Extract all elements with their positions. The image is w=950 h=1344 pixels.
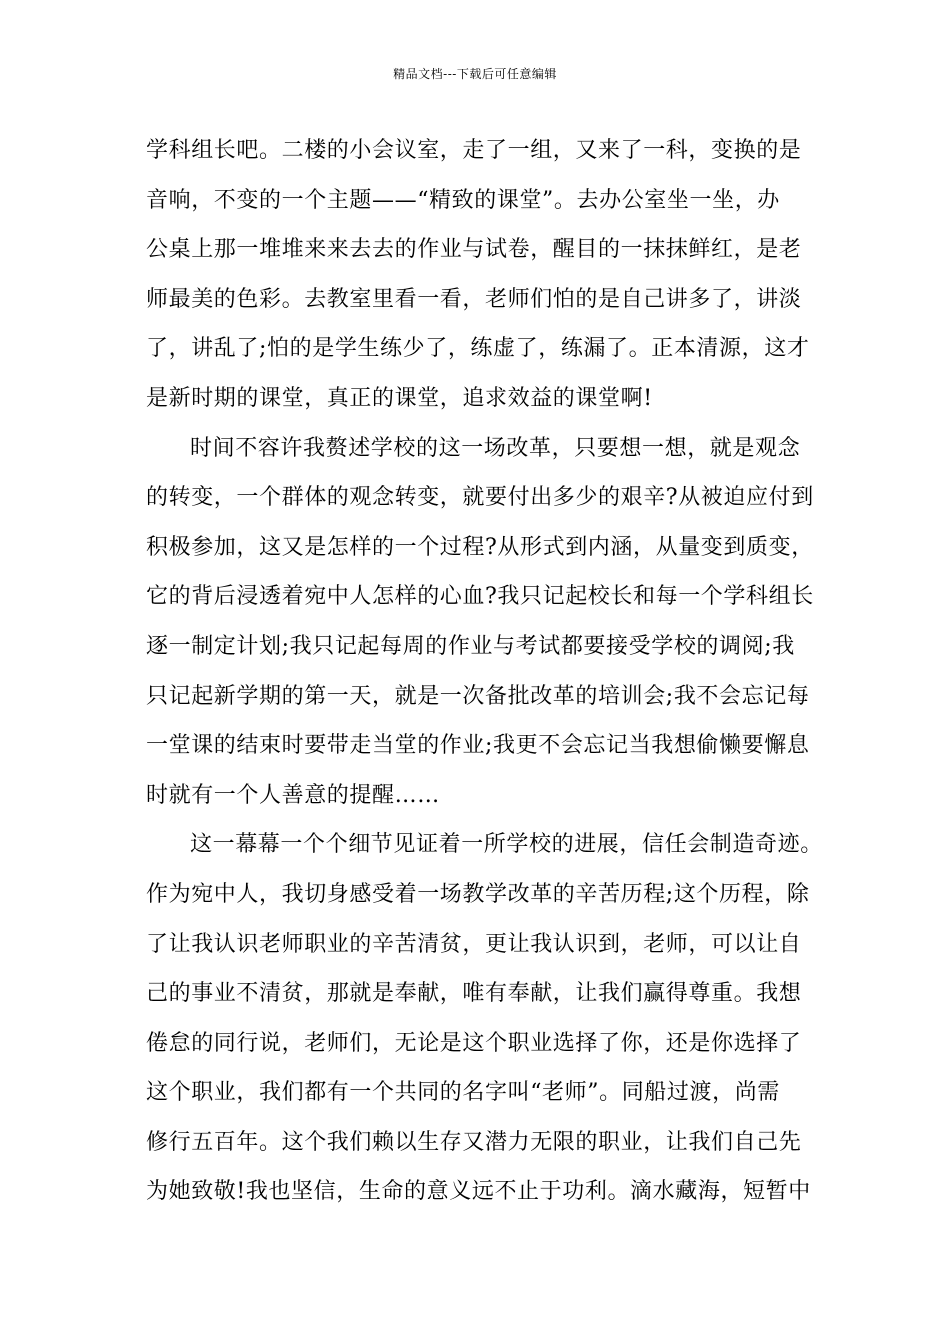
text-line: 了让我认识老师职业的辛苦清贫，更让我认识到，老师，可以让自	[146, 931, 802, 957]
text-line: 一堂课的结束时要带走当堂的作业;我更不会忘记当我想偷懒要懈息	[146, 733, 810, 759]
text-line: 的转变，一个群体的观念转变，就要付出多少的艰辛?从被迫应付到	[146, 485, 814, 511]
text-line: 积极参加，这又是怎样的一个过程?从形式到内涵，从量变到质变，	[146, 534, 814, 560]
text-line: 己的事业不清贫，那就是奉献，唯有奉献，让我们赢得尊重。我想	[146, 981, 802, 1007]
text-line: 这一幕幕一个个细节见证着一所学校的进展，信任会制造奇迹。	[190, 832, 823, 858]
text-line: 倦怠的同行说，老师们，无论是这个职业选择了你，还是你选择了	[146, 1030, 802, 1056]
text-line: 修行五百年。这个我们赖以生存又潜力无限的职业，让我们自己先	[146, 1129, 802, 1155]
text-line: 时就有一个人善意的提醒……	[146, 782, 440, 808]
paragraph-1	[146, 126, 810, 424]
text-line: 它的背后浸透着宛中人怎样的心血?我只记起校长和每一个学科组长	[146, 584, 814, 610]
text-line: 学科组长吧。二楼的小会议室，走了一组，又来了一科，变换的是	[146, 138, 802, 163]
text-line: 师最美的色彩。去教室里看一看，老师们怕的是自己讲多了，讲淡	[146, 286, 802, 312]
text-line: 作为宛中人，我切身感受着一场教学改革的辛苦历程;这个历程，除	[146, 881, 810, 907]
text-line: 是新时期的课堂，真正的课堂，追求效益的课堂啊!	[146, 385, 653, 411]
paragraph-2	[146, 424, 814, 821]
text-line: 公桌上那一堆堆来来去去的作业与试卷，醒目的一抹抹鲜红，是老	[146, 237, 802, 263]
text-line: 只记起新学期的第一天，就是一次备批改革的培训会;我不会忘记每	[146, 683, 810, 709]
text-line: 了，讲乱了;怕的是学生练少了，练虚了，练漏了。正本清源，这才	[146, 336, 810, 362]
text-line: 音响，不变的一个主题——“精致的课堂”。去办公室坐一坐，办	[146, 187, 780, 213]
paragraph-3	[146, 820, 823, 1217]
page-header: 精品文档---下载后可任意编辑	[393, 67, 557, 81]
text-line: 这个职业，我们都有一个共同的名字叫“老师”。同船过渡，尚需	[146, 1080, 780, 1106]
document-body	[146, 126, 823, 1217]
text-line: 时间不容许我赘述学校的这一场改革，只要想一想，就是观念	[190, 435, 801, 461]
text-line: 为她致敬!我也坚信，生命的意义远不止于功利。滴水藏海，短暂中	[146, 1179, 811, 1205]
text-line: 逐一制定计划;我只记起每周的作业与考试都要接受学校的调阅;我	[146, 633, 795, 659]
